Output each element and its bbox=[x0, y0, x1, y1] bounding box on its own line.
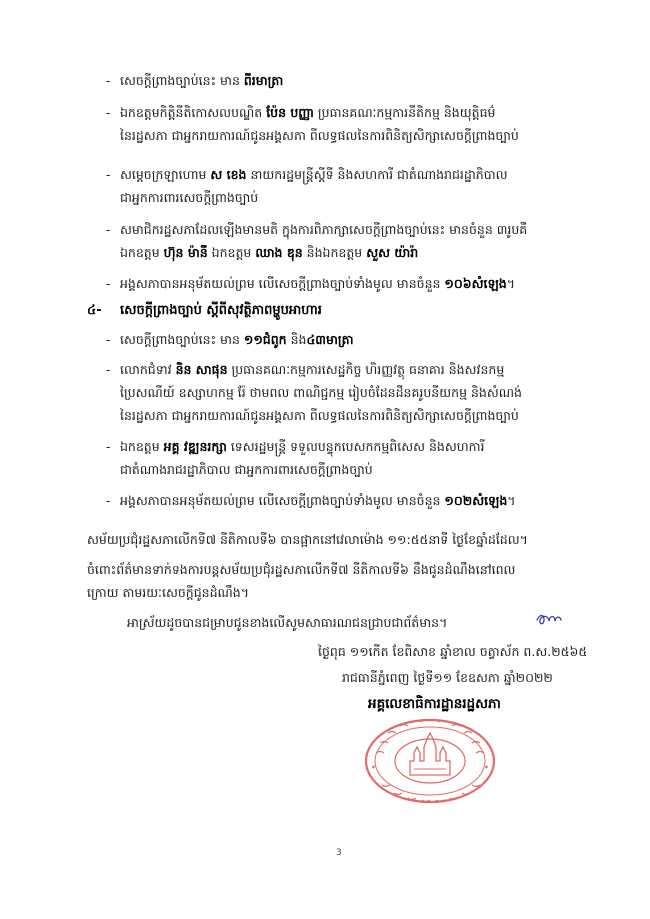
item-line bbox=[120, 244, 418, 262]
text-run: ប្រធានគណៈកម្មការនីតិកម្ម និងយុត្តិធម៌ bbox=[313, 105, 496, 120]
bold-text-run: ហ៊ុន ម៉ានី bbox=[163, 245, 208, 260]
text-run: ។ bbox=[507, 493, 516, 508]
text-run: នាយករដ្ឋមន្ត្រីស្តីទី និងសហការី ជាតំណាងរាជរដ្ឋាភិបាល bbox=[246, 167, 508, 182]
bullet: - bbox=[106, 362, 111, 377]
item-line bbox=[120, 361, 504, 379]
item-line bbox=[120, 127, 519, 145]
section-title bbox=[120, 302, 322, 320]
bold-text-run: ប៉ែន បញ្ញា bbox=[266, 105, 314, 120]
text-run: សមាជិករដ្ឋសភាដែលឡើងមានមតិ ក្នុងការពិភាក្សាសេចក្តីព្រាងច្បាប់នេះ មានចំនួន ៣រូបគឺ bbox=[120, 222, 528, 237]
handwritten-initials bbox=[535, 612, 563, 628]
text-run: លោកជំទាវ bbox=[120, 362, 176, 377]
page-number: 3 bbox=[336, 848, 342, 858]
bold-text-run: សេចក្តីព្រាងច្បាប់ ស្តីពីសុវត្ថិភាពម្ហូបអាហារ bbox=[120, 303, 322, 318]
bold-text-run: ឈាង ឌុន bbox=[255, 245, 303, 260]
bold-text-run: សួស យ៉ារ៉ា bbox=[366, 245, 419, 260]
bullet: - bbox=[106, 105, 111, 120]
bold-text-run: និន សាផុន bbox=[175, 362, 228, 377]
bold-text-run: អគ្គ វឌ្ឍនរក្សា bbox=[163, 439, 227, 454]
text-run: នៃរដ្ឋសភា ជាអ្នករាយការណ៍ជូនអង្គសភា ពីលទ្ធផលនៃការពិនិត្យសិក្សាសេចក្តីព្រាងច្បាប់ bbox=[120, 128, 519, 143]
item-line bbox=[120, 189, 258, 207]
bullet: - bbox=[106, 276, 111, 291]
item-line bbox=[120, 438, 485, 456]
text-run: និងឯកឧត្តម bbox=[302, 245, 367, 260]
bullet: - bbox=[106, 222, 111, 237]
date-lunar: ថ្ងៃពុធ ១១កើត ខែពិសាខ ឆ្នាំខាល ចត្វាស័ក ព.ស.២៥៦៥ bbox=[318, 644, 588, 659]
text-run: និង bbox=[286, 332, 307, 347]
item-line bbox=[120, 72, 283, 90]
bullet: - bbox=[106, 167, 111, 182]
bullet: - bbox=[106, 439, 111, 454]
official-seal-stamp bbox=[362, 717, 498, 805]
item-line bbox=[120, 331, 354, 349]
text-run: ទេសរដ្ឋមន្ត្រី ទទួលបន្ទុកបេសកកម្មពិសេស និងសហការី bbox=[226, 439, 485, 454]
item-line bbox=[120, 492, 516, 510]
bold-text-run: ស ខេង bbox=[210, 167, 247, 182]
item-line bbox=[120, 166, 508, 184]
item-line bbox=[120, 407, 519, 425]
text-run: ឯកឧត្តម bbox=[120, 245, 164, 260]
text-run: ប្រធានគណៈកម្មការសេដ្ឋកិច្ច ហិរញ្ញវត្ថុ ធនាគារ និងសវនកម្ម bbox=[227, 362, 505, 377]
text-run: ឯកឧត្តម bbox=[120, 439, 164, 454]
item-line bbox=[120, 221, 527, 239]
closing-next-session-line-1: ចំពោះព័ត៌មានទាក់ទងការបន្តសម័យប្រជុំរដ្ឋសភាលើកទី៧ នីតិកាលទី៦ នឹងជូនដំណឹងនៅពេល bbox=[87, 562, 516, 577]
text-run: ។ bbox=[506, 276, 515, 291]
item-line bbox=[120, 461, 373, 479]
bullet: - bbox=[106, 332, 111, 347]
closing-next-session-line-2: ក្រោយ តាមរយៈសេចក្តីជូនដំណឹង។ bbox=[87, 585, 249, 600]
text-run: ឯកឧត្តម bbox=[207, 245, 256, 260]
text-run: ប្រៃសណីយ៍ ឧស្សាហកម្ម រ៉ែ ថាមពល ពាណិជ្ជកម្ម រៀបចំដែនដីនគរូបនីយកម្ម និងសំណង់ bbox=[120, 385, 522, 400]
text-run: ជាតំណាងរាជរដ្ឋាភិបាល ជាអ្នកការពារសេចក្តីព្រាងច្បាប់ bbox=[120, 462, 373, 477]
text-run: សម្តេចក្រឡាហោម bbox=[120, 167, 211, 182]
date-solar: រាជធានីភ្នំពេញ ថ្ងៃទី១១ ខែឧសភា ឆ្នាំ២០២២ bbox=[342, 670, 553, 685]
bold-text-run: ១០៦សំឡេង bbox=[444, 276, 507, 291]
closing-session-paragraph: សម័យប្រជុំរដ្ឋសភាលើកទី៧ នីតិកាលទី៦ បានផ្អាកនៅវេលាម៉ោង ១១:៥៥នាទី ថ្ងៃខែឆ្នាំដដែល។ bbox=[87, 532, 528, 547]
closing-notice-paragraph: អាស្រ័យដូចបានជម្រាបជូនខាងលើសូមសាធារណជនជ្រាបជាព័ត៌មាន។ bbox=[127, 615, 448, 630]
bold-text-run: ៤៣មាត្រា bbox=[306, 332, 354, 347]
text-run: សេចក្តីព្រាងច្បាប់នេះ មាន bbox=[120, 332, 244, 347]
item-line bbox=[120, 275, 515, 293]
bullet: - bbox=[106, 493, 111, 508]
text-run: ជាអ្នកការពារសេចក្តីព្រាងច្បាប់ bbox=[120, 190, 259, 205]
signatory-title: អគ្គលេខាធិការដ្ឋានរដ្ឋសភា bbox=[368, 696, 501, 712]
bullet: - bbox=[106, 73, 111, 88]
bold-text-run: ពីរមាត្រា bbox=[243, 73, 284, 88]
text-run: សេចក្តីព្រាងច្បាប់នេះ មាន bbox=[120, 73, 244, 88]
section-number: ៤- bbox=[87, 303, 102, 318]
bold-text-run: ១០២សំឡេង bbox=[444, 493, 508, 508]
text-run: អង្គសភាបានអនុម័តយល់ព្រម លើសេចក្តីព្រាងច្បាប់ទាំងមូល មានចំនួន bbox=[120, 276, 445, 291]
text-run: នៃរដ្ឋសភា ជាអ្នករាយការណ៍ជូនអង្គសភា ពីលទ្ធផលនៃការពិនិត្យសិក្សាសេចក្តីព្រាងច្បាប់ bbox=[120, 408, 519, 423]
text-run: ឯកឧត្តមកិត្តិនីតិកោសលបណ្ឌិត bbox=[120, 105, 267, 120]
item-line bbox=[120, 384, 522, 402]
bold-text-run: ១១ជំពូក bbox=[243, 332, 287, 347]
item-line bbox=[120, 104, 495, 122]
text-run: អង្គសភាបានអនុម័តយល់ព្រម លើសេចក្តីព្រាងច្បាប់ទាំងមូល មានចំនួន bbox=[120, 493, 445, 508]
